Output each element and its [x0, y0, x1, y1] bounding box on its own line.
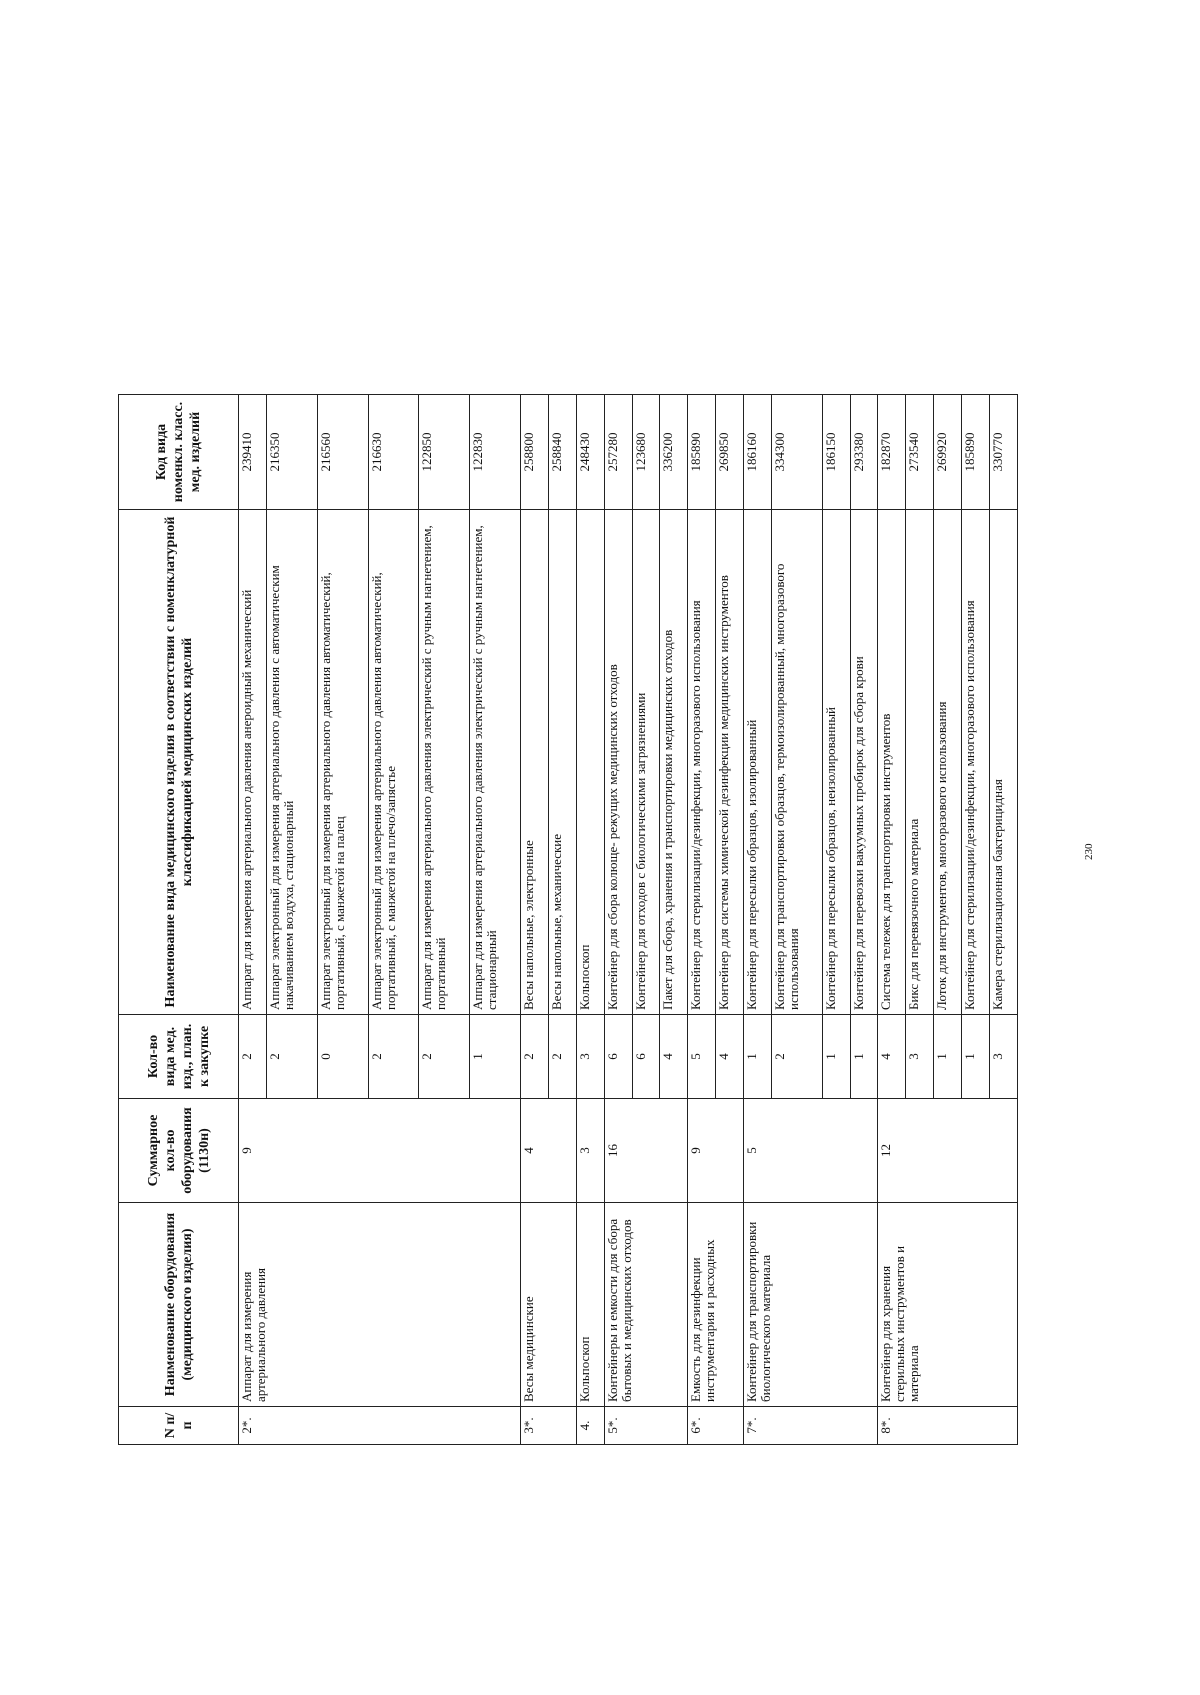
table-row	[604, 395, 632, 1445]
table-row	[521, 395, 549, 1445]
nomenclature-code: 216560	[317, 395, 368, 510]
nomenclature-code: 216350	[266, 395, 317, 510]
equipment-name: Кольпоскоп	[576, 1203, 604, 1407]
item-number: 7*.	[744, 1407, 878, 1445]
nomenclature-code: 185890	[688, 395, 716, 510]
total-quantity: 9	[239, 1099, 521, 1203]
planned-quantity: 1	[850, 1015, 878, 1099]
planned-quantity: 3	[989, 1015, 1017, 1099]
planned-quantity: 4	[878, 1015, 906, 1099]
planned-quantity: 1	[962, 1015, 990, 1099]
device-kind-name: Аппарат электронный для измерения артериального давления автоматический, портативный, с манжетой на плечо/запястье	[368, 510, 419, 1015]
table-body	[239, 395, 1018, 1445]
nomenclature-code: 186160	[744, 395, 772, 510]
total-quantity: 5	[744, 1099, 878, 1203]
total-quantity: 16	[604, 1099, 688, 1203]
nomenclature-code: 257280	[604, 395, 632, 510]
equipment-name: Аппарат для измерения артериального давления	[239, 1203, 521, 1407]
equipment-name: Емкость для дезинфекции инструментария и расходных	[688, 1203, 744, 1407]
nomenclature-code: 216630	[368, 395, 419, 510]
planned-quantity: 3	[576, 1015, 604, 1099]
planned-quantity: 1	[822, 1015, 850, 1099]
equipment-name: Контейнеры и емкости для сбора бытовых и медицинских отходов	[604, 1203, 688, 1407]
planned-quantity: 5	[688, 1015, 716, 1099]
planned-quantity: 1	[934, 1015, 962, 1099]
planned-quantity: 2	[548, 1015, 576, 1099]
planned-quantity: 2	[368, 1015, 419, 1099]
device-kind-name: Лоток для инструментов, многоразового использования	[934, 510, 962, 1015]
device-kind-name: Контейнер для пересылки образцов, неизолированный	[822, 510, 850, 1015]
device-kind-name: Пакет для сбора, хранения и транспортировки медицинских отходов	[660, 510, 688, 1015]
planned-quantity: 3	[906, 1015, 934, 1099]
nomenclature-code: 185890	[962, 395, 990, 510]
total-quantity: 4	[521, 1099, 577, 1203]
nomenclature-code: 330770	[989, 395, 1017, 510]
planned-quantity: 2	[239, 1015, 267, 1099]
rotated-table-sheet	[118, 395, 1018, 1445]
device-kind-name: Камера стерилизационная бактерицидная	[989, 510, 1017, 1015]
nomenclature-code: 123680	[632, 395, 660, 510]
nomenclature-code: 239410	[239, 395, 267, 510]
planned-quantity: 6	[604, 1015, 632, 1099]
nomenclature-code: 334300	[771, 395, 822, 510]
item-number: 6*.	[688, 1407, 744, 1445]
planned-quantity: 1	[470, 1015, 521, 1099]
nomenclature-code: 273540	[906, 395, 934, 510]
device-kind-name: Контейнер для транспортировки образцов, термоизолированный, многоразового использования	[771, 510, 822, 1015]
planned-quantity: 4	[716, 1015, 744, 1099]
device-kind-name: Весы напольные, электронные	[521, 510, 549, 1015]
total-quantity: 9	[688, 1099, 744, 1203]
device-kind-name: Аппарат электронный для измерения артериального давления с автоматическим накачиванием воздуха, стационарный	[266, 510, 317, 1015]
device-kind-name: Контейнер для системы химической дезинфекции медицинских инструментов	[716, 510, 744, 1015]
device-kind-name: Контейнер для стерилизации/дезинфекции, многоразового использования	[688, 510, 716, 1015]
table-row	[688, 395, 716, 1445]
device-kind-name: Система тележек для транспортировки инструментов	[878, 510, 906, 1015]
device-kind-name: Контейнер для стерилизации/дезинфекции, многоразового использования	[962, 510, 990, 1015]
device-kind-name: Контейнер для перевозки вакуумных пробирок для сбора крови	[850, 510, 878, 1015]
nomenclature-code: 186150	[822, 395, 850, 510]
table-row	[239, 395, 267, 1445]
nomenclature-code: 293380	[850, 395, 878, 510]
nomenclature-code: 269920	[934, 395, 962, 510]
planned-quantity: 6	[632, 1015, 660, 1099]
table-row	[744, 395, 772, 1445]
device-kind-name: Аппарат для измерения артериального давления анероидный механический	[239, 510, 267, 1015]
planned-quantity: 2	[521, 1015, 549, 1099]
item-number: 3*.	[521, 1407, 577, 1445]
equipment-name: Контейнер для хранения стерильных инструментов и материала	[878, 1203, 1018, 1407]
device-kind-name: Контейнер для пересылки образцов, изолированный	[744, 510, 772, 1015]
table-row	[878, 395, 906, 1445]
total-quantity: 12	[878, 1099, 1018, 1203]
planned-quantity: 2	[771, 1015, 822, 1099]
table-header-row	[119, 395, 239, 1445]
device-kind-name: Аппарат для измерения артериального давления электрический с ручным нагнетением, портативный	[419, 510, 470, 1015]
header-kind: Наименование вида медицинского изделия в соответствии с номенклатурной классификацией медицинских изделий	[119, 510, 239, 1015]
device-kind-name: Контейнер для отходов с биологическими загрязнениями	[632, 510, 660, 1015]
planned-quantity: 2	[419, 1015, 470, 1099]
nomenclature-code: 269850	[716, 395, 744, 510]
nomenclature-code: 258840	[548, 395, 576, 510]
nomenclature-code: 122850	[419, 395, 470, 510]
equipment-name: Весы медицинские	[521, 1203, 577, 1407]
table-row	[576, 395, 604, 1445]
header-num: N п/п	[119, 1407, 239, 1445]
item-number: 2*.	[239, 1407, 521, 1445]
planned-quantity: 4	[660, 1015, 688, 1099]
device-kind-name: Контейнер для сбора колюще- режущих медицинских отходов	[604, 510, 632, 1015]
nomenclature-code: 182870	[878, 395, 906, 510]
equipment-name: Контейнер для транспортировки биологического материала	[744, 1203, 878, 1407]
device-kind-name: Аппарат электронный для измерения артериального давления автоматический, портативный, с манжетой на палец	[317, 510, 368, 1015]
nomenclature-code: 248430	[576, 395, 604, 510]
header-code: Код вида номенкл. класс. мед. изделий	[119, 395, 239, 510]
nomenclature-code: 336200	[660, 395, 688, 510]
item-number: 4.	[576, 1407, 604, 1445]
device-kind-name: Аппарат для измерения артериального давления электрический с ручным нагнетением, стационарный	[470, 510, 521, 1015]
header-planned: Кол-во вида мед. изд., план. к закупке	[119, 1015, 239, 1099]
nomenclature-code: 122830	[470, 395, 521, 510]
device-kind-name: Весы напольные, механические	[548, 510, 576, 1015]
device-kind-name: Кольпоскоп	[576, 510, 604, 1015]
total-quantity: 3	[576, 1099, 604, 1203]
planned-quantity: 2	[266, 1015, 317, 1099]
equipment-table	[118, 394, 1018, 1445]
header-equipment: Наименование оборудования (медицинского изделия)	[119, 1203, 239, 1407]
item-number: 8*.	[878, 1407, 1018, 1445]
page-number: 230	[1083, 843, 1095, 860]
planned-quantity: 0	[317, 1015, 368, 1099]
header-total: Суммарное кол-во оборудования (1130н)	[119, 1099, 239, 1203]
planned-quantity: 1	[744, 1015, 772, 1099]
nomenclature-code: 258800	[521, 395, 549, 510]
item-number: 5*.	[604, 1407, 688, 1445]
device-kind-name: Бикс для перевязочного материала	[906, 510, 934, 1015]
